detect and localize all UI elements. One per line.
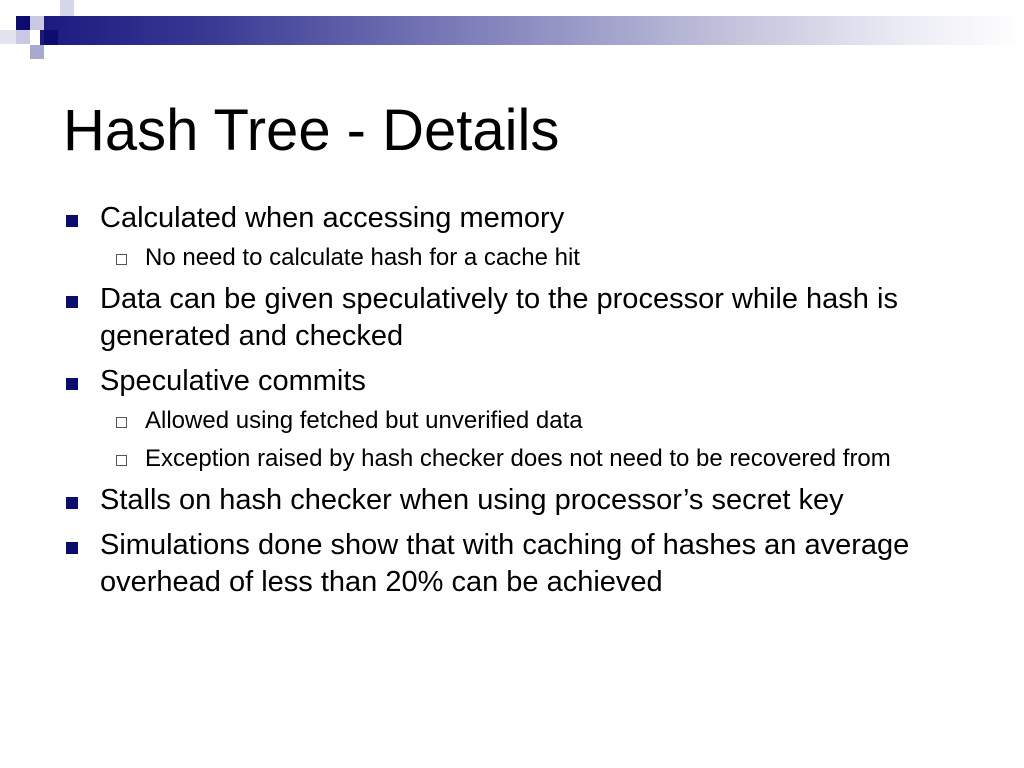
square-bullet-icon [66,296,78,308]
sub-bullet-item [64,406,964,436]
sub-bullet-item [64,444,964,474]
sub-bullet-text: Allowed using fetched but unverified data [145,407,583,434]
header-decor-square [0,30,16,44]
bullet-item [64,281,964,355]
slide-title: Hash Tree - Details [63,98,560,163]
bullet-list [64,200,964,609]
bullet-text: Stalls on hash checker when using processor’s secret key [100,484,844,516]
bullet-text: Simulations done show that with caching of hashes an average overhead of less than 20% can be achieved [100,529,910,598]
header-decor-square [30,16,44,30]
square-bullet-icon [66,497,78,509]
hollow-square-bullet-icon [116,254,127,265]
header-gradient-bar [40,16,1024,45]
bullet-text: Data can be given speculatively to the processor while hash is generated and checked [100,283,898,352]
bullet-item [64,482,964,519]
sub-bullet-text: Exception raised by hash checker does not need to be recovered from [145,445,891,472]
bullet-text: Speculative commits [100,365,366,397]
header-decor-square [30,45,44,59]
bullet-item [64,200,964,237]
header-decor-square [16,30,30,44]
hollow-square-bullet-icon [116,455,127,466]
sub-bullet-item [64,243,964,273]
hollow-square-bullet-icon [116,417,127,428]
bullet-text: Calculated when accessing memory [100,202,565,234]
square-bullet-icon [66,542,78,554]
header-decor-square [60,0,74,16]
square-bullet-icon [66,215,78,227]
bullet-item [64,527,964,601]
bullet-item [64,363,964,400]
sub-bullet-text: No need to calculate hash for a cache hit [145,244,580,271]
header-decor-square [44,30,58,45]
header-decor-square [16,16,30,30]
square-bullet-icon [66,378,78,390]
